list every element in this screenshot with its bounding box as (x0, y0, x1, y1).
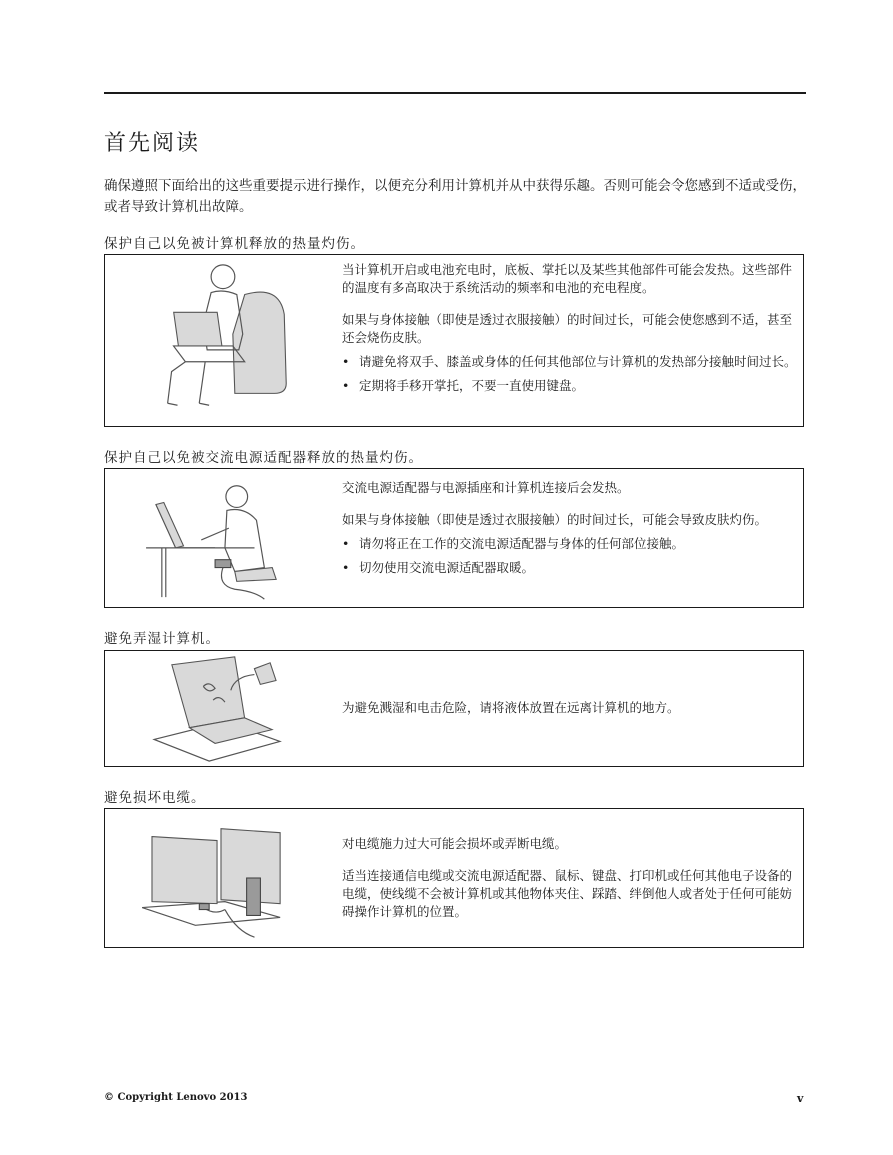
paragraph: 如果与身体接触（即使是透过衣服接触）的时间过长，可能会使您感到不适，甚至还会烧伤皮肤。 (342, 312, 793, 345)
list-item-text: 请勿将正在工作的交流电源适配器与身体的任何部位接触。 (359, 536, 685, 551)
warning-text-computer-heat (342, 261, 802, 395)
section-heading-cables: 避免损坏电缆。 (104, 790, 206, 806)
warning-text-cables (342, 835, 802, 921)
intro-paragraph: 确保遵照下面给出的这些重要提示进行操作，以便充分利用计算机并从中获得乐趣。否则可能会令您感到不适或受伤，或者导致计算机出故障。 (104, 178, 806, 215)
list-item (342, 535, 802, 553)
liquid-spill-laptop-illustration (105, 651, 335, 766)
paragraph: 适当连接通信电缆或交流电源适配器、鼠标、键盘、打印机或任何其他电子设备的电缆，使线缆不会被计算机或其他物体夹住、踩踏、绊倒他人或者处于任何可能妨碍操作计算机的位置。 (342, 868, 793, 919)
bullet-glyph: • (342, 536, 350, 551)
page-title: 首先阅读 (104, 131, 201, 156)
warning-box-liquid (104, 650, 804, 767)
list-item (342, 559, 802, 577)
person-laptop-on-lap-illustration (105, 255, 335, 426)
person-laptop-adapter-illustration (105, 469, 335, 607)
list-item (342, 377, 802, 395)
list-item-text: 切勿使用交流电源适配器取暖。 (359, 560, 535, 575)
cables-monitors-illustration (105, 809, 335, 947)
warning-box-cables (104, 808, 804, 948)
paragraph: 如果与身体接触（即使是透过衣服接触）的时间过长，可能会导致皮肤灼伤。 (342, 512, 768, 527)
paragraph: 交流电源适配器与电源插座和计算机连接后会发热。 (342, 480, 630, 495)
paragraph: 当计算机开启或电池充电时，底板、掌托以及某些其他部件可能会发热。这些部件的温度有多高取决于系统活动的频率和电池的充电程度。 (342, 262, 793, 295)
bullet-glyph: • (342, 560, 350, 575)
section-heading-liquid: 避免弄湿计算机。 (104, 631, 220, 647)
paragraph: 对电缆施力过大可能会损坏或弄断电缆。 (342, 836, 568, 851)
warning-box-computer-heat (104, 254, 804, 427)
bullet-glyph: • (342, 354, 350, 369)
bullet-list (342, 353, 802, 395)
list-item-text: 请避免将双手、膝盖或身体的任何其他部位与计算机的发热部分接触时间过长。 (359, 354, 797, 369)
section-heading-adapter-heat: 保护自己以免被交流电源适配器释放的热量灼伤。 (104, 450, 423, 466)
copyright-footer: © Copyright Lenovo 2013 (104, 1092, 248, 1103)
top-rule (104, 92, 806, 94)
list-item-text: 定期将手移开掌托，不要一直使用键盘。 (359, 378, 585, 393)
warning-text-adapter-heat (342, 479, 802, 577)
list-item (342, 353, 802, 371)
section-heading-computer-heat: 保护自己以免被计算机释放的热量灼伤。 (104, 236, 365, 252)
bullet-glyph: • (342, 378, 350, 393)
page-number: v (797, 1092, 804, 1105)
warning-box-adapter-heat (104, 468, 804, 608)
paragraph: 为避免溅湿和电击危险，请将液体放置在远离计算机的地方。 (342, 700, 680, 715)
warning-text-liquid (342, 699, 802, 717)
bullet-list (342, 535, 802, 577)
